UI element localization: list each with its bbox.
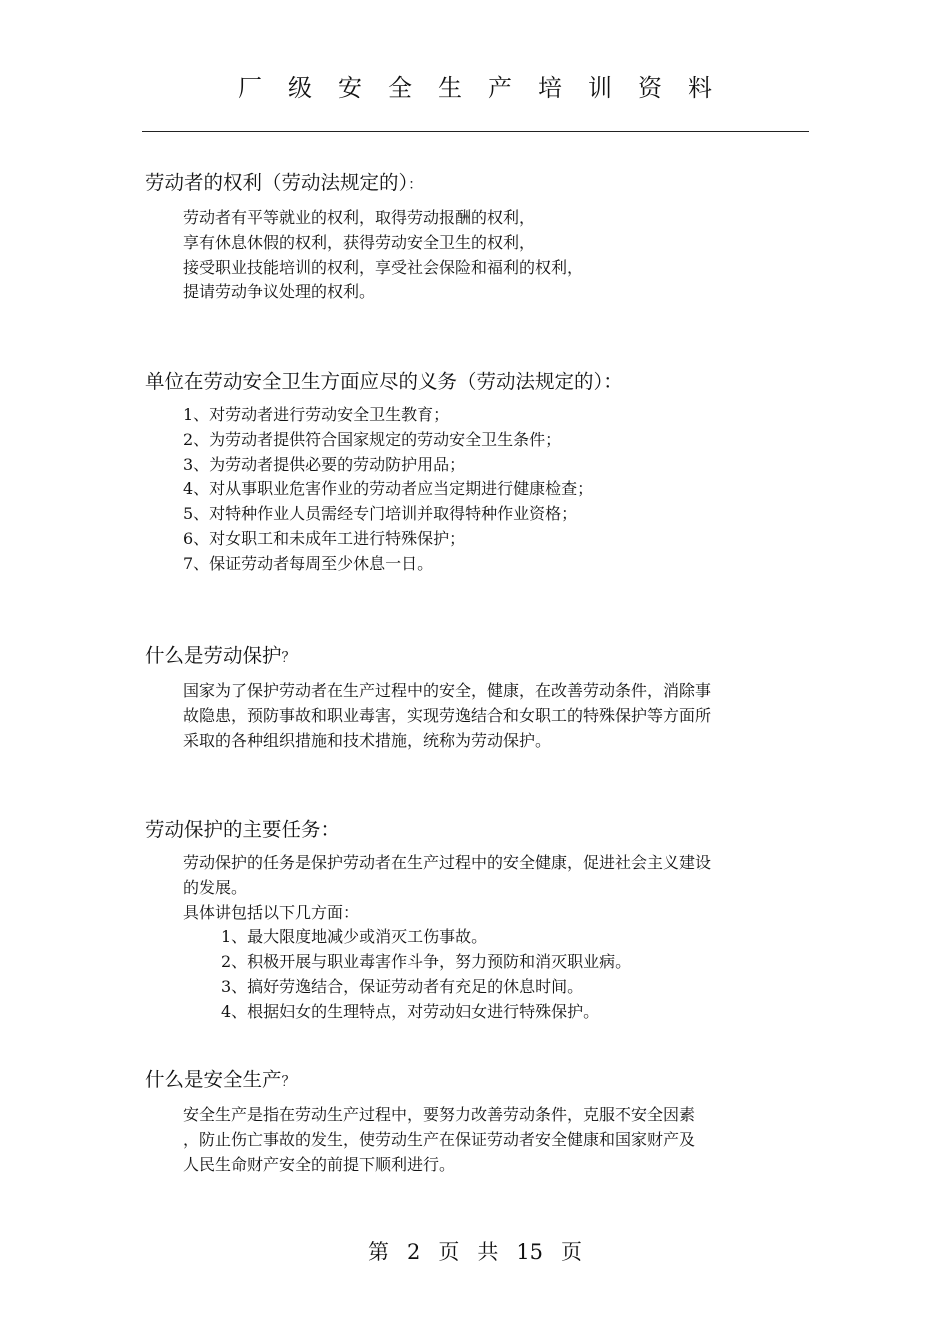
text-line: 具体讲包括以下几方面： [183,902,360,922]
section-safe-production [145,1067,815,1177]
text-line: 国家为了保护劳动者在生产过程中的安全，健康，在改善劳动条件，消除事 [183,681,712,700]
text-line: 采取的各种组织措施和技术措施，统称为劳动保护。 [183,730,552,750]
text-line: 劳动者有平等就业的权利，取得劳动报酬的权利， [183,208,536,227]
section-heading: 劳动保护的主要任务： [145,818,341,841]
text-line: 劳动保护的任务是保护劳动者在生产过程中的安全健康，促进社会主义建设 [183,853,712,872]
text-line: 享有休息休假的权利，获得劳动安全卫生的权利， [183,232,536,252]
text-line: 接受职业技能培训的权利，享受社会保险和福利的权利， [183,257,584,277]
section-body [183,206,815,305]
page-number-footer: 第 2 页 共 15 页 [367,1240,583,1264]
section-body [183,851,815,1025]
list-item: 2、积极开展与职业毒害作斗争，努力预防和消灭职业病。 [221,952,632,972]
list-item: 1、最大限度地减少或消灭工伤事故。 [221,927,488,947]
list-item: 2、为劳动者提供符合国家规定的劳动安全卫生条件； [183,429,562,449]
list-item: 5、对特种作业人员需经专门培训并取得特种作业资格； [183,504,578,524]
list-item: 3、搞好劳逸结合，保证劳动者有充足的休息时间。 [221,976,584,996]
section-body [183,403,815,577]
list-item: 7、保证劳动者每周至少休息一日。 [183,553,434,573]
list-item: 4、对从事职业危害作业的劳动者应当定期进行健康检查； [183,479,594,499]
total-page-count: 15 [516,1240,544,1264]
text-line: ，防止伤亡事故的发生，使劳动生产在保证劳动者安全健康和国家财产及 [183,1129,696,1149]
section-heading: 什么是劳动保护？ [145,644,296,667]
list-item: 6、对女职工和未成年工进行特殊保护； [183,528,466,548]
text-line: 的发展。 [183,877,248,897]
task-list [221,925,815,1024]
section-labor-protection [145,643,815,753]
section-heading: 单位在劳动安全卫生方面应尽的义务（劳动法规定的）： [145,370,623,393]
section-body [183,679,815,753]
text-line: 故隐患，预防事故和职业毒害，实现劳逸结合和女职工的特殊保护等方面所 [183,705,712,725]
section-body [183,1103,815,1177]
section-heading: 什么是安全生产？ [145,1068,296,1091]
section-worker-rights [145,170,815,305]
text-line: 人民生命财产安全的前提下顺利进行。 [183,1154,456,1174]
document-title: 厂级安全生产培训资料 [238,74,738,102]
list-item: 3、为劳动者提供必要的劳动防护用品； [183,454,466,474]
text-line: 提请劳动争议处理的权利。 [183,282,376,302]
list-item: 4、根据妇女的生理特点，对劳动妇女进行特殊保护。 [221,1001,600,1021]
text-line: 安全生产是指在劳动生产过程中，要努力改善劳动条件，克服不安全因素 [183,1105,696,1124]
header-divider [142,131,809,132]
current-page-number: 2 [406,1240,421,1264]
section-employer-duties [145,369,815,577]
section-protection-tasks [145,817,815,1025]
list-item: 1、对劳动者进行劳动安全卫生教育； [183,405,450,424]
section-heading: 劳动者的权利（劳动法规定的）： [145,171,423,194]
